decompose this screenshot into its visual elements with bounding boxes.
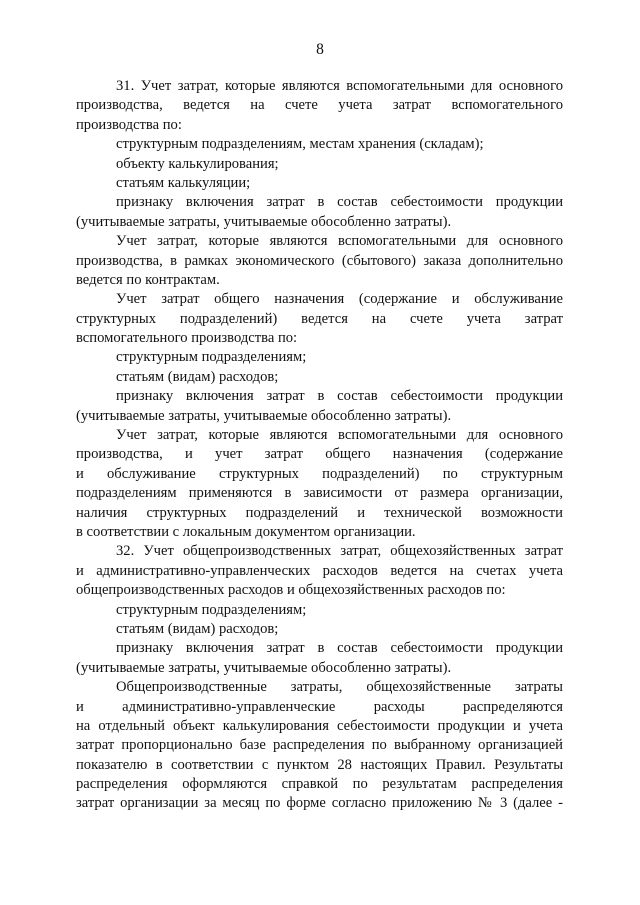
- page-number: 8: [316, 41, 324, 58]
- text-line: признаку включения затрат в состав себестоимости продукции: [116, 640, 563, 657]
- text-line: Учет затрат, которые являются вспомогательными для основного: [116, 233, 563, 250]
- text-line: производства, и учет затрат общего назначения (содержание: [76, 446, 563, 463]
- text-line: статьям (видам) расходов;: [116, 620, 279, 637]
- text-line: структурным подразделениям;: [116, 601, 307, 618]
- text-line: структурных подразделений) ведется на счете учета затрат: [76, 310, 563, 327]
- text-line: общепроизводственных расходов и общехозяйственных расходов по:: [76, 582, 506, 599]
- text-line: производства, ведется на счете учета затрат вспомогательного: [76, 97, 563, 114]
- text-line: затрат организации за месяц по форме согласно приложению № 3 (далее -: [76, 795, 563, 812]
- text-line: на отдельный объект калькулирования себестоимости продукции и учета: [76, 717, 563, 734]
- text-line: и административно-управленческие расходы распределяются: [76, 698, 563, 715]
- text-line: Учет затрат общего назначения (содержание и обслуживание: [116, 291, 563, 308]
- text-line: статьям (видам) расходов;: [116, 368, 279, 385]
- text-line: показателю в соответствии с пунктом 28 настоящих Правил. Результаты: [76, 756, 563, 773]
- body-text: [76, 77, 563, 814]
- text-line: производства, в рамках экономического (сбытового) заказа дополнительно: [76, 252, 563, 269]
- text-line: Общепроизводственные затраты, общехозяйственные затраты: [116, 679, 563, 696]
- text-line: Учет затрат, которые являются вспомогательными для основного: [116, 427, 563, 444]
- text-line: (учитываемые затраты, учитываемые обособленно затраты).: [76, 407, 452, 424]
- text-line: структурным подразделениям, местам хранения (складам);: [116, 136, 484, 153]
- text-line: (учитываемые затраты, учитываемые обособленно затраты).: [76, 659, 452, 676]
- text-line: объекту калькулирования;: [116, 155, 279, 172]
- text-line: наличия структурных подразделений и технической возможности: [76, 504, 563, 521]
- text-line: (учитываемые затраты, учитываемые обособленно затраты).: [76, 213, 452, 230]
- text-line: признаку включения затрат в состав себестоимости продукции: [116, 194, 563, 211]
- text-line: 31. Учет затрат, которые являются вспомогательными для основного: [116, 78, 563, 94]
- text-line: подразделениям применяются в зависимости от размера организации,: [76, 485, 563, 502]
- text-line: структурным подразделениям;: [116, 349, 307, 366]
- text-line: и обслуживание структурных подразделений) по структурным: [76, 465, 563, 482]
- text-line: затрат пропорционально базе распределения по выбранному организацией: [76, 737, 563, 754]
- text-line: признаку включения затрат в состав себестоимости продукции: [116, 388, 563, 405]
- text-line: в соответствии с локальным документом организации.: [76, 523, 416, 540]
- text-line: статьям калькуляции;: [116, 174, 251, 191]
- text-line: производства по:: [76, 116, 182, 133]
- text-line: и административно-управленческих расходов ведется на счетах учета: [76, 562, 563, 579]
- text-line: вспомогательного производства по:: [76, 330, 298, 347]
- text-line: 32. Учет общепроизводственных затрат, общехозяйственных затрат: [116, 543, 563, 560]
- text-line: распределения оформляются справкой по результатам распределения: [76, 776, 563, 793]
- text-line: ведется по контрактам.: [76, 271, 220, 288]
